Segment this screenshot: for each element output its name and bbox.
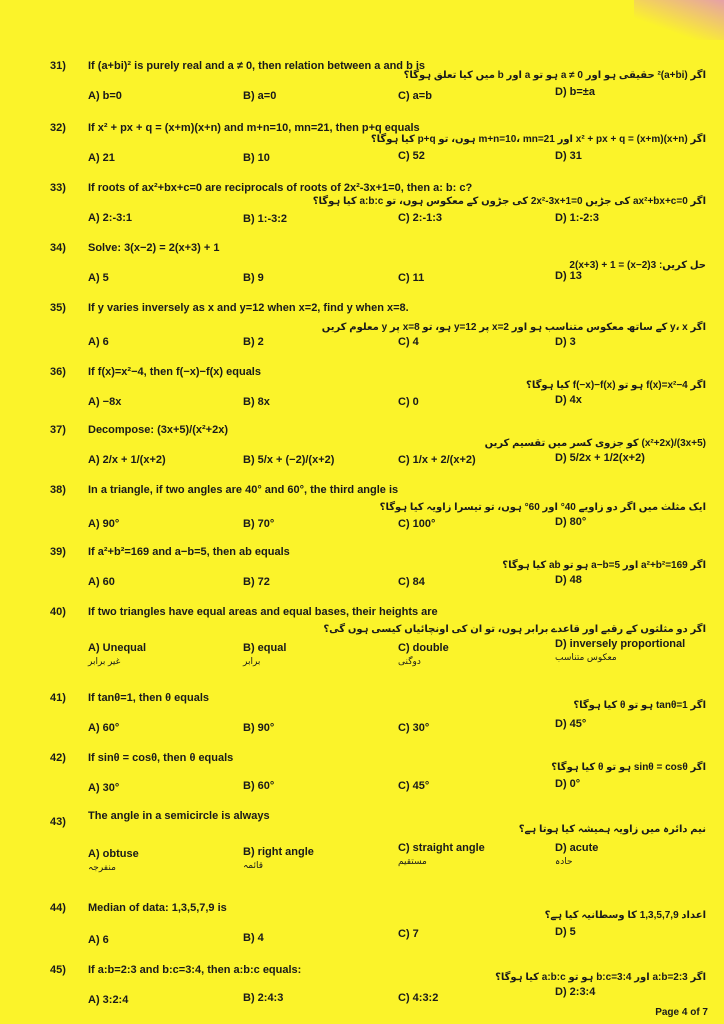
- question-urdu: نیم دائرہ میں زاویہ ہمیشہ کیا ہوتا ہے؟: [518, 824, 706, 835]
- question-text: If x² + px + q = (x+m)(x+n) and m+n=10, mn=21, then p+q equals: [88, 122, 420, 134]
- option-b: B) 9: [243, 272, 264, 284]
- option-a: A) 90°: [88, 518, 120, 530]
- option-a: A) 5: [88, 272, 109, 284]
- option-b: [243, 846, 314, 871]
- option-d: D) 13: [555, 270, 582, 282]
- option-urdu: غیر برابر: [88, 656, 121, 666]
- question-urdu: حل کریں: 3(x−2) = 2(x+3) + 1: [569, 260, 706, 271]
- option-c: C) 2:-1:3: [398, 212, 443, 224]
- question-text: If two triangles have equal areas and equal bases, their heights are: [88, 606, 438, 618]
- question-text: The angle in a semicircle is always: [88, 810, 270, 822]
- option-a: A) b=0: [88, 90, 122, 102]
- option-label: B) right angle: [243, 846, 314, 858]
- option-c: C) 7: [398, 928, 419, 940]
- question-number: 44): [50, 902, 66, 914]
- option-label: D) inversely proportional: [555, 638, 686, 650]
- option-c: C) 100°: [398, 518, 436, 530]
- question-number: 33): [50, 182, 66, 194]
- question-number: 39): [50, 546, 66, 558]
- question-text: In a triangle, if two angles are 40° and 60°, the third angle is: [88, 484, 399, 496]
- question-number: 45): [50, 964, 66, 976]
- option-b: B) 2: [243, 336, 264, 348]
- option-d: D) 2:3:4: [555, 986, 596, 998]
- option-a: A) −8x: [88, 396, 122, 408]
- option-b: B) 1:-3:2: [243, 213, 288, 225]
- option-d: D) 4x: [555, 394, 582, 406]
- option-d: [555, 638, 685, 663]
- option-b: B) 10: [243, 152, 270, 164]
- question-text: If roots of ax²+bx+c=0 are reciprocals of roots of 2x²-3x+1=0, then a: b: c?: [88, 182, 473, 194]
- option-b: B) 90°: [243, 722, 275, 734]
- question-number: 41): [50, 692, 66, 704]
- question-urdu: اگر a²+b²=169 اور a−b=5 ہو تو ab کیا ہوگا؟: [502, 560, 706, 571]
- question-text: Decompose: (3x+5)/(x²+2x): [88, 424, 228, 436]
- question-text: If f(x)=x²−4, then f(−x)−f(x) equals: [88, 366, 261, 378]
- option-c: C) 4:3:2: [398, 992, 439, 1004]
- option-c: C) 4: [398, 336, 419, 348]
- option-d: [555, 842, 598, 867]
- question-text: If (a+bi)² is purely real and a ≠ 0, then relation between a and b is: [88, 60, 426, 72]
- question-urdu: اعداد 1,3,5,7,9 کا وسطانیہ کیا ہے؟: [544, 910, 706, 921]
- option-urdu: منفرجہ: [88, 862, 116, 872]
- option-label: A) obtuse: [88, 848, 139, 860]
- option-c: C) 45°: [398, 780, 430, 792]
- option-a: A) 2/x + 1/(x+2): [88, 454, 166, 466]
- question-text: Solve: 3(x−2) = 2(x+3) + 1: [88, 242, 220, 254]
- question-urdu: ایک مثلث میں اگر دو زاویے 40° اور 60° ہوں، تو تیسرا زاویہ کیا ہوگا؟: [379, 502, 706, 513]
- option-a: A) 21: [88, 152, 115, 164]
- option-a: A) 30°: [88, 782, 120, 794]
- question-urdu: اگر y، x کے ساتھ معکوس متناسب ہو اور x=2 پر y=12 ہو، تو x=8 پر y معلوم کریں: [321, 322, 706, 333]
- option-b: B) 5/x + (−2)/(x+2): [243, 454, 335, 466]
- option-urdu: معکوس متناسب: [555, 652, 617, 662]
- option-a: [88, 848, 139, 873]
- option-b: B) a=0: [243, 90, 277, 102]
- question-urdu: اگر (a+bi)² حقیقی ہو اور a ≠ 0 ہو تو a اور b میں کیا تعلق ہوگا؟: [403, 70, 706, 81]
- option-b: B) 2:4:3: [243, 992, 284, 1004]
- option-b: B) 60°: [243, 780, 275, 792]
- option-d: D) 31: [555, 150, 582, 162]
- option-a: A) 6: [88, 336, 109, 348]
- question-urdu: اگر x² + px + q = (x+m)(x+n) اور m+n=10، mn=21 ہوں، تو p+q کیا ہوگا؟: [370, 134, 706, 145]
- option-c: C) 52: [398, 150, 425, 162]
- question-urdu: (3x+5)/(x²+2x) کو جزوی کسر میں تقسیم کریں: [484, 438, 706, 449]
- question-urdu: اگر sinθ = cosθ ہو تو θ کیا ہوگا؟: [551, 762, 706, 773]
- question-urdu: اگر دو مثلثوں کے رقبے اور قاعدے برابر ہوں، تو ان کی اونچائیاں کیسی ہوں گی؟: [323, 624, 706, 635]
- question-text: If tanθ=1, then θ equals: [88, 692, 209, 704]
- option-c: C) a=b: [398, 90, 432, 102]
- option-a: [88, 642, 146, 667]
- question-text: If a²+b²=169 and a−b=5, then ab equals: [88, 546, 290, 558]
- question-number: 36): [50, 366, 66, 378]
- option-a: A) 3:2:4: [88, 994, 129, 1006]
- question-text: Median of data: 1,3,5,7,9 is: [88, 902, 227, 914]
- option-a: A) 60: [88, 576, 115, 588]
- question-urdu: اگر ax²+bx+c=0 کی جڑیں 2x²-3x+1=0 کی جڑوں کے معکوس ہوں، تو a:b:c کیا ہوگا؟: [312, 196, 706, 207]
- option-urdu: برابر: [243, 656, 261, 666]
- question-number: 40): [50, 606, 66, 618]
- option-d: D) 5/2x + 1/2(x+2): [555, 452, 645, 464]
- option-urdu: قائمہ: [243, 860, 264, 870]
- option-a: A) 60°: [88, 722, 120, 734]
- option-d: D) 5: [555, 926, 576, 938]
- question-number: 37): [50, 424, 66, 436]
- option-label: A) Unequal: [88, 642, 147, 654]
- question-text: If y varies inversely as x and y=12 when x=2, find y when x=8.: [88, 302, 409, 314]
- option-c: C) 11: [398, 272, 425, 284]
- question-urdu: اگر tanθ=1 ہو تو θ کیا ہوگا؟: [573, 700, 706, 711]
- option-label: B) equal: [243, 642, 287, 654]
- option-d: D) 80°: [555, 516, 587, 528]
- option-c: C) 84: [398, 576, 425, 588]
- option-c: [398, 642, 449, 667]
- option-d: D) 45°: [555, 718, 587, 730]
- option-c: C) 30°: [398, 722, 430, 734]
- question-number: 32): [50, 122, 66, 134]
- option-b: B) 72: [243, 576, 270, 588]
- question-number: 35): [50, 302, 66, 314]
- question-text: If a:b=2:3 and b:c=3:4, then a:b:c equals:: [88, 964, 302, 976]
- option-d: D) 1:-2:3: [555, 212, 600, 224]
- option-urdu: مستقیم: [398, 856, 427, 866]
- page-corner-shadow: [634, 0, 724, 40]
- option-c: C) 0: [398, 396, 419, 408]
- question-number: 42): [50, 752, 66, 764]
- option-urdu: دوگنی: [398, 656, 421, 666]
- question-urdu: اگر f(x)=x²−4 ہو تو f(−x)−f(x) کیا ہوگا؟: [526, 380, 706, 391]
- option-d: D) 0°: [555, 778, 581, 790]
- question-number: 38): [50, 484, 66, 496]
- option-urdu: حادہ: [555, 856, 573, 866]
- option-c: [398, 842, 485, 867]
- option-label: C) double: [398, 642, 449, 654]
- option-b: B) 70°: [243, 518, 275, 530]
- question-number: 43): [50, 816, 66, 828]
- option-label: D) acute: [555, 842, 599, 854]
- question-number: 31): [50, 60, 66, 72]
- option-a: A) 2:-3:1: [88, 212, 133, 224]
- page-number: Page 4 of 7: [655, 1007, 708, 1018]
- option-a: A) 6: [88, 934, 109, 946]
- option-c: C) 1/x + 2/(x+2): [398, 454, 476, 466]
- question-number: 34): [50, 242, 66, 254]
- question-urdu: اگر a:b=2:3 اور b:c=3:4 ہو تو a:b:c کیا ہوگا؟: [495, 972, 706, 983]
- option-b: [243, 642, 286, 667]
- option-d: D) 48: [555, 574, 582, 586]
- option-b: B) 4: [243, 932, 264, 944]
- option-d: D) 3: [555, 336, 576, 348]
- question-text: If sinθ = cosθ, then θ equals: [88, 752, 234, 764]
- option-d: D) b=±a: [555, 86, 595, 98]
- option-label: C) straight angle: [398, 842, 485, 854]
- option-b: B) 8x: [243, 396, 270, 408]
